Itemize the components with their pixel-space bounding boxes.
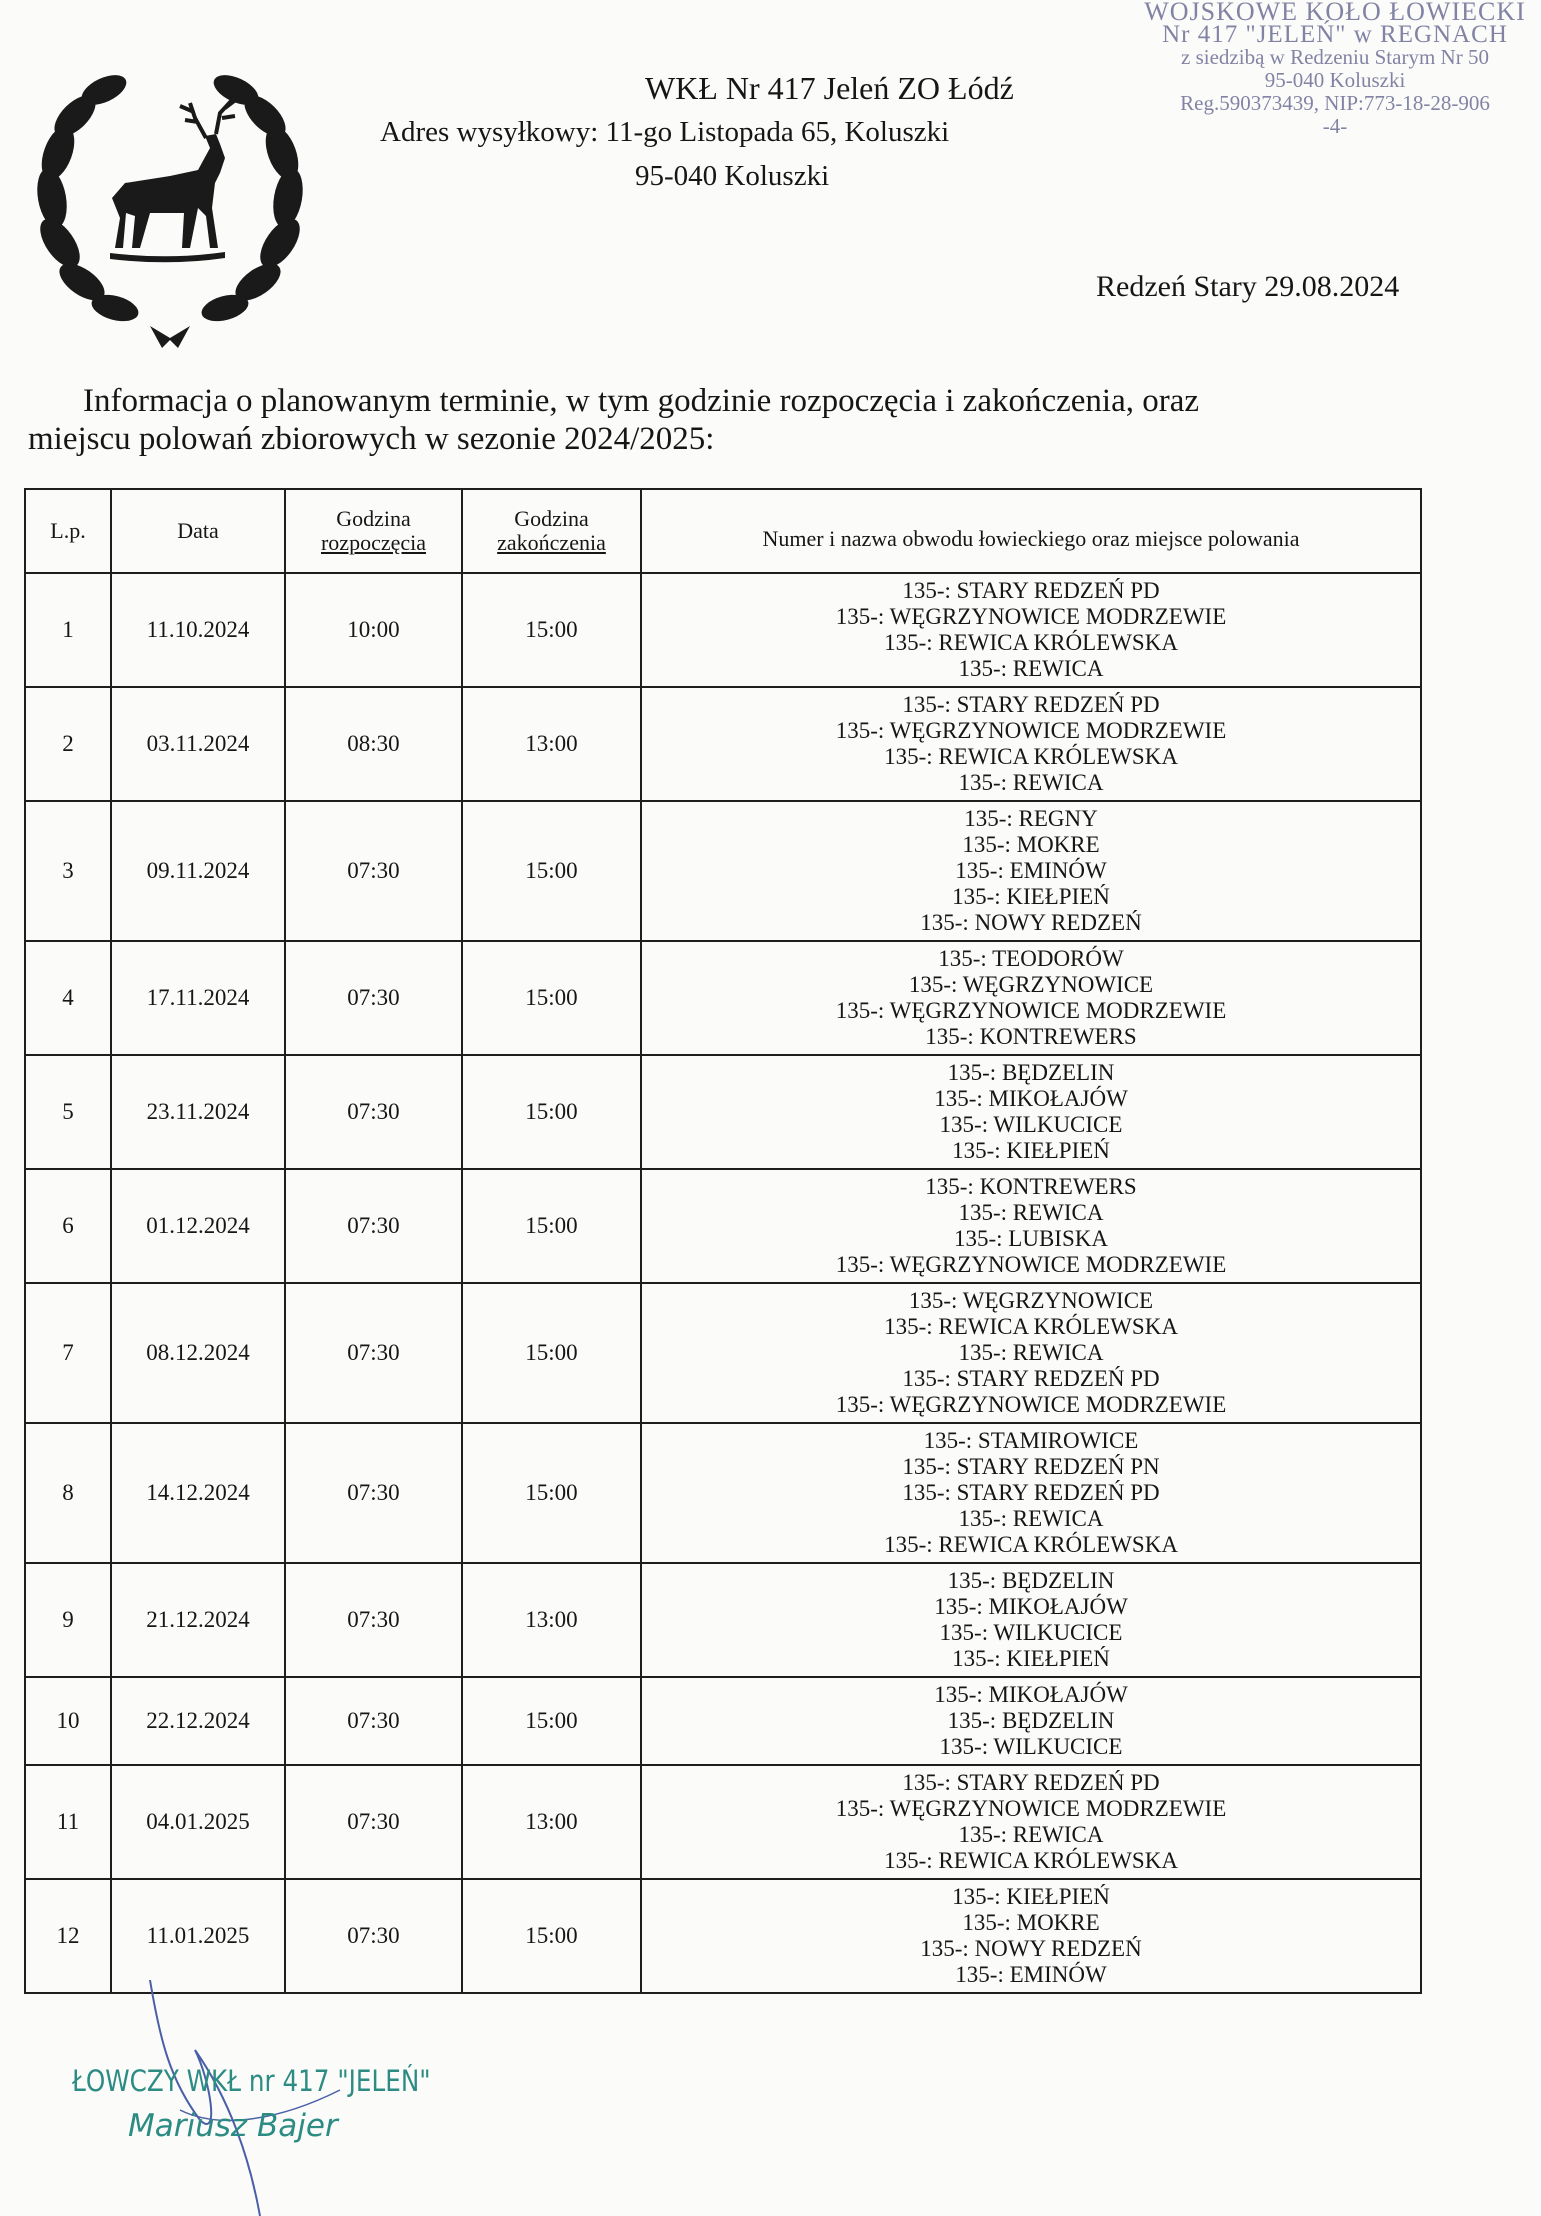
place-line: 135-: KIEŁPIEŃ — [952, 1646, 1110, 1671]
header-end-line1: Godzina — [514, 506, 589, 531]
place-line: 135-: REWICA — [958, 1340, 1104, 1365]
cell-lp: 3 — [25, 801, 111, 941]
cell-date: 01.12.2024 — [111, 1169, 285, 1283]
cell-start: 07:30 — [285, 1423, 462, 1563]
signature-name: Mariusz Bajer — [128, 2108, 338, 2144]
table-row — [25, 1055, 1421, 1169]
place-and-date: Redzeń Stary 29.08.2024 — [1096, 270, 1400, 303]
place-line: 135-: WĘGRZYNOWICE MODRZEWIE — [835, 1252, 1227, 1277]
cell-end: 13:00 — [462, 1765, 641, 1879]
table-row — [25, 1423, 1421, 1563]
header — [380, 66, 1140, 198]
cell-lp: 11 — [25, 1765, 111, 1879]
cell-end: 15:00 — [462, 573, 641, 687]
cell-start: 07:30 — [285, 941, 462, 1055]
cell-places — [641, 1169, 1421, 1283]
cell-date: 11.01.2025 — [111, 1879, 285, 1993]
cell-lp: 12 — [25, 1879, 111, 1993]
cell-lp: 4 — [25, 941, 111, 1055]
header-start-line1: Godzina — [336, 506, 411, 531]
place-line: 135-: REWICA — [958, 1506, 1104, 1531]
org-name: WKŁ Nr 417 Jeleń ZO Łódź — [645, 70, 1014, 106]
cell-places — [641, 1563, 1421, 1677]
cell-end: 15:00 — [462, 1879, 641, 1993]
cell-lp: 6 — [25, 1169, 111, 1283]
place-line: 135-: WILKUCICE — [939, 1112, 1123, 1137]
cell-end: 15:00 — [462, 1169, 641, 1283]
place-line: 135-: KIEŁPIEŃ — [952, 1884, 1110, 1909]
header-end — [462, 489, 641, 573]
cell-lp: 8 — [25, 1423, 111, 1563]
organization-stamp — [1140, 0, 1530, 138]
table-row — [25, 1283, 1421, 1423]
table-row — [25, 1169, 1421, 1283]
cell-end: 15:00 — [462, 801, 641, 941]
place-line: 135-: REWICA — [958, 1200, 1104, 1225]
table-header-row — [25, 489, 1421, 573]
place-line: 135-: STARY REDZEŃ PD — [902, 1480, 1160, 1505]
header-end-line2: zakończenia — [497, 530, 606, 555]
stamp-line: z siedzibą w Redzeniu Starym Nr 50 — [1181, 45, 1489, 69]
cell-lp: 9 — [25, 1563, 111, 1677]
place-line: 135-: WILKUCICE — [939, 1620, 1123, 1645]
cell-end: 15:00 — [462, 1283, 641, 1423]
place-line: 135-: BĘDZELIN — [947, 1708, 1115, 1733]
cell-date: 11.10.2024 — [111, 573, 285, 687]
cell-date: 23.11.2024 — [111, 1055, 285, 1169]
cell-end: 15:00 — [462, 1677, 641, 1765]
place-line: 135-: KIEŁPIEŃ — [952, 1138, 1110, 1163]
place-line: 135-: MIKOŁAJÓW — [934, 1086, 1128, 1111]
place-line: 135-: NOWY REDZEŃ — [920, 910, 1142, 935]
place-line: 135-: REWICA KRÓLEWSKA — [884, 744, 1178, 769]
cell-places — [641, 801, 1421, 941]
cell-end: 15:00 — [462, 1423, 641, 1563]
signature-block — [72, 2064, 494, 2144]
stamp-line: Nr 417 "JELEŃ" w REGNACH — [1162, 21, 1508, 48]
place-line: 135-: WILKUCICE — [939, 1734, 1123, 1759]
place-line: 135-: MIKOŁAJÓW — [934, 1594, 1128, 1619]
cell-date: 22.12.2024 — [111, 1677, 285, 1765]
cell-start: 07:30 — [285, 1055, 462, 1169]
table-row — [25, 941, 1421, 1055]
cell-lp: 10 — [25, 1677, 111, 1765]
place-line: 135-: EMINÓW — [955, 1962, 1107, 1987]
cell-places — [641, 1055, 1421, 1169]
place-line: 135-: LUBISKA — [954, 1226, 1108, 1251]
header-lp: L.p. — [25, 489, 111, 573]
cell-date: 09.11.2024 — [111, 801, 285, 941]
place-line: 135-: WĘGRZYNOWICE MODRZEWIE — [835, 1392, 1227, 1417]
table-row — [25, 801, 1421, 941]
place-line: 135-: REWICA KRÓLEWSKA — [884, 630, 1178, 655]
header-date: Data — [111, 489, 285, 573]
place-line: 135-: TEODORÓW — [938, 946, 1124, 971]
stamp-line: Reg.590373439, NIP:773-18-28-906 — [1180, 91, 1490, 115]
cell-start: 07:30 — [285, 1169, 462, 1283]
cell-start: 10:00 — [285, 573, 462, 687]
cell-lp: 1 — [25, 573, 111, 687]
place-line: 135-: KIEŁPIEŃ — [952, 884, 1110, 909]
table-row — [25, 687, 1421, 801]
cell-start: 07:30 — [285, 1765, 462, 1879]
cell-date: 21.12.2024 — [111, 1563, 285, 1677]
place-line: 135-: WĘGRZYNOWICE MODRZEWIE — [835, 604, 1227, 629]
place-line: 135-: STARY REDZEŃ PD — [902, 1366, 1160, 1391]
cell-date: 17.11.2024 — [111, 941, 285, 1055]
table-row — [25, 573, 1421, 687]
cell-places — [641, 1765, 1421, 1879]
address-label: Adres wysyłkowy: — [380, 116, 599, 148]
address-street: 11-go Listopada 65, Koluszki — [605, 116, 950, 148]
cell-start: 07:30 — [285, 1563, 462, 1677]
cell-places — [641, 1423, 1421, 1563]
cell-end: 15:00 — [462, 1055, 641, 1169]
cell-lp: 2 — [25, 687, 111, 801]
cell-start: 07:30 — [285, 801, 462, 941]
table-row — [25, 1677, 1421, 1765]
place-line: 135-: MIKOŁAJÓW — [934, 1682, 1128, 1707]
cell-places — [641, 1283, 1421, 1423]
place-line: 135-: REWICA — [958, 656, 1104, 681]
place-line: 135-: STARY REDZEŃ PD — [902, 692, 1160, 717]
deer-wreath-logo-icon — [20, 48, 320, 348]
table-row — [25, 1879, 1421, 1993]
place-line: 135-: WĘGRZYNOWICE MODRZEWIE — [835, 1796, 1227, 1821]
stamp-line: 95-040 Koluszki — [1264, 68, 1406, 92]
cell-places — [641, 941, 1421, 1055]
table-row — [25, 1563, 1421, 1677]
place-line: 135-: NOWY REDZEŃ — [920, 1936, 1142, 1961]
cell-end: 15:00 — [462, 941, 641, 1055]
cell-places — [641, 1677, 1421, 1765]
cell-date: 14.12.2024 — [111, 1423, 285, 1563]
stamp-line: -4- — [1322, 114, 1348, 138]
place-line: 135-: STAMIROWICE — [923, 1428, 1139, 1453]
place-line: 135-: WĘGRZYNOWICE — [908, 1288, 1154, 1313]
place-line: 135-: REWICA KRÓLEWSKA — [884, 1532, 1178, 1557]
hunts-schedule-table — [24, 488, 1422, 1994]
cell-date: 08.12.2024 — [111, 1283, 285, 1423]
place-line: 135-: REWICA KRÓLEWSKA — [884, 1314, 1178, 1339]
cell-date: 04.01.2025 — [111, 1765, 285, 1879]
place-line: 135-: REWICA — [958, 770, 1104, 795]
header-places: Numer i nazwa obwodu łowieckiego oraz miejsce polowania — [641, 489, 1421, 573]
cell-end: 13:00 — [462, 1563, 641, 1677]
place-line: 135-: REWICA KRÓLEWSKA — [884, 1848, 1178, 1873]
cell-start: 07:30 — [285, 1677, 462, 1765]
cell-places — [641, 1879, 1421, 1993]
cell-lp: 5 — [25, 1055, 111, 1169]
cell-places — [641, 687, 1421, 801]
place-line: 135-: WĘGRZYNOWICE — [908, 972, 1154, 997]
place-line: 135-: KONTREWERS — [925, 1174, 1137, 1199]
place-line: 135-: BĘDZELIN — [947, 1060, 1115, 1085]
document-title — [28, 382, 1428, 458]
place-line: 135-: REWICA — [958, 1822, 1104, 1847]
place-line: 135-: STARY REDZEŃ PD — [902, 578, 1160, 603]
cell-lp: 7 — [25, 1283, 111, 1423]
address-postal: 95-040 Koluszki — [635, 160, 830, 192]
cell-end: 13:00 — [462, 687, 641, 801]
place-line: 135-: MOKRE — [962, 1910, 1100, 1935]
cell-places — [641, 573, 1421, 687]
header-start — [285, 489, 462, 573]
place-line: 135-: EMINÓW — [955, 858, 1107, 883]
place-line: 135-: STARY REDZEŃ PD — [902, 1770, 1160, 1795]
place-line: 135-: MOKRE — [962, 832, 1100, 857]
table-row — [25, 1765, 1421, 1879]
cell-start: 07:30 — [285, 1283, 462, 1423]
header-start-line2: rozpoczęcia — [320, 530, 427, 555]
place-line: 135-: WĘGRZYNOWICE MODRZEWIE — [835, 718, 1227, 743]
place-line: 135-: REGNY — [964, 806, 1098, 831]
title-line-1: Informacja o planowanym terminie, w tym godzinie rozpoczęcia i zakończenia, oraz — [83, 383, 1200, 419]
place-line: 135-: WĘGRZYNOWICE MODRZEWIE — [835, 998, 1227, 1023]
place-line: 135-: BĘDZELIN — [947, 1568, 1115, 1593]
place-line: 135-: KONTREWERS — [925, 1024, 1137, 1049]
stamp-line: WOJSKOWE KOŁO ŁOWIECKI — [1144, 0, 1526, 26]
signature-role: ŁOWCZY WKŁ nr 417 "JELEŃ" — [72, 2064, 431, 2098]
title-line-2: miejscu polowań zbiorowych w sezonie 2024/2025: — [28, 421, 715, 457]
place-line: 135-: STARY REDZEŃ PN — [902, 1454, 1160, 1479]
cell-date: 03.11.2024 — [111, 687, 285, 801]
cell-start: 07:30 — [285, 1879, 462, 1993]
cell-start: 08:30 — [285, 687, 462, 801]
